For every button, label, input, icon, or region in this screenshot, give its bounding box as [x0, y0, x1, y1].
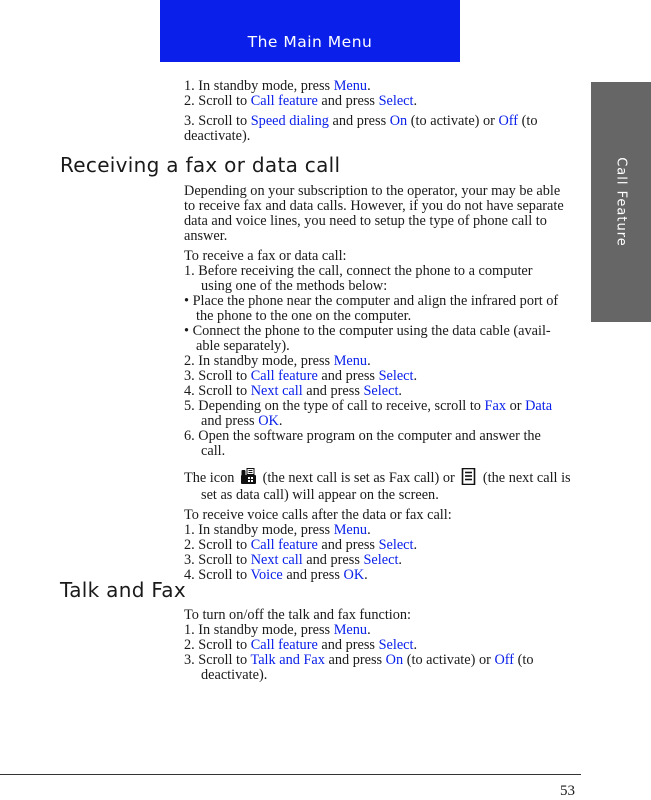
paragraph-line: answer.: [184, 228, 228, 244]
step: 1. Before receiving the call, connect the phone to a computer: [184, 263, 533, 279]
menu-keyword: Next call: [250, 383, 303, 399]
menu-keyword: Talk and Fax: [250, 652, 325, 668]
step-continuation: deactivate).: [184, 128, 251, 144]
menu-keyword: Select: [378, 637, 414, 653]
chapter-side-tab: [591, 82, 651, 322]
step-continuation: using one of the methods below:: [201, 278, 388, 294]
menu-keyword: Select: [363, 552, 399, 568]
lead-text: To turn on/off the talk and fax function:: [184, 607, 412, 623]
menu-keyword: Call feature: [250, 537, 318, 553]
receiving-fax-body: [184, 184, 579, 583]
step: 2. Scroll to Call feature and press Select.: [184, 93, 418, 109]
step: 5. Depending on the type of call to receive, scroll to Fax or Data: [184, 398, 553, 414]
footer-divider: [0, 774, 581, 775]
menu-keyword: Menu: [333, 78, 368, 94]
heading-receiving-fax: Receiving a fax or data call: [60, 153, 341, 177]
top-steps: [184, 79, 579, 144]
step: 1. In standby mode, press Menu.: [184, 522, 371, 538]
step-continuation: and press OK.: [201, 413, 283, 429]
menu-keyword: On: [389, 113, 408, 129]
paragraph-line: to receive fax and data calls. However, if you do not have separate: [184, 198, 564, 214]
fax-icon: [240, 468, 257, 485]
lead-text: To receive voice calls after the data or fax call:: [184, 507, 452, 523]
document-icon: [460, 468, 477, 485]
paragraph-line: Depending on your subscription to the operator, your may be able: [184, 183, 561, 199]
menu-keyword: Select: [378, 537, 414, 553]
step: 2. In standby mode, press Menu.: [184, 353, 371, 369]
note-continuation: set as data call) will appear on the screen.: [201, 487, 439, 503]
bullet-continuation: able separately).: [196, 338, 290, 354]
step: 3. Scroll to Next call and press Select.: [184, 552, 402, 568]
menu-keyword: Select: [378, 368, 414, 384]
step: 3. Scroll to Speed dialing and press On (to activate) or Off (to: [184, 113, 538, 129]
menu-keyword: OK: [343, 567, 365, 583]
talk-and-fax-body: [184, 608, 579, 683]
page-number: 53: [560, 783, 575, 799]
menu-keyword: Call feature: [250, 368, 318, 384]
menu-keyword: Menu: [333, 522, 368, 538]
menu-keyword: Speed dialing: [250, 113, 329, 129]
menu-keyword: On: [385, 652, 404, 668]
menu-keyword: Voice: [250, 567, 283, 583]
step: 3. Scroll to Talk and Fax and press On (to activate) or Off (to: [184, 652, 534, 668]
menu-keyword: Select: [363, 383, 399, 399]
menu-keyword: Off: [498, 113, 519, 129]
menu-keyword: Data: [525, 398, 553, 414]
menu-keyword: Select: [378, 93, 414, 109]
menu-keyword: Off: [494, 652, 515, 668]
menu-keyword: OK: [258, 413, 279, 429]
menu-keyword: Menu: [333, 622, 368, 638]
step-continuation: call.: [201, 443, 226, 459]
icon-note: The icon (the next call is set as Fax call) or (the next call is: [184, 470, 571, 486]
lead-text: To receive a fax or data call:: [184, 248, 347, 264]
section-title: The Main Menu: [247, 33, 373, 51]
menu-keyword: Call feature: [250, 637, 318, 653]
heading-talk-and-fax: Talk and Fax: [60, 578, 187, 602]
menu-keyword: Next call: [250, 552, 303, 568]
menu-keyword: Menu: [333, 353, 368, 369]
bullet-item: • Connect the phone to the computer using the data cable (avail-: [184, 323, 551, 339]
bullet-item: • Place the phone near the computer and align the infrared port of: [184, 293, 559, 309]
bullet-continuation: the phone to the one on the computer.: [196, 308, 412, 324]
chapter-label: Call Feature: [613, 157, 629, 247]
step: 4. Scroll to Next call and press Select.: [184, 383, 402, 399]
step: 1. In standby mode, press Menu.: [184, 78, 371, 94]
step: 2. Scroll to Call feature and press Select.: [184, 637, 418, 653]
section-header-tab: [160, 0, 460, 62]
step: 6. Open the software program on the computer and answer the: [184, 428, 541, 444]
step: 4. Scroll to Voice and press OK.: [184, 567, 368, 583]
step-continuation: deactivate).: [201, 667, 268, 683]
menu-keyword: Fax: [484, 398, 506, 414]
step: 2. Scroll to Call feature and press Select.: [184, 537, 418, 553]
step: 1. In standby mode, press Menu.: [184, 622, 371, 638]
step: 3. Scroll to Call feature and press Select.: [184, 368, 418, 384]
menu-keyword: Call feature: [250, 93, 318, 109]
paragraph-line: data and voice lines, you need to setup the type of phone call to: [184, 213, 547, 229]
